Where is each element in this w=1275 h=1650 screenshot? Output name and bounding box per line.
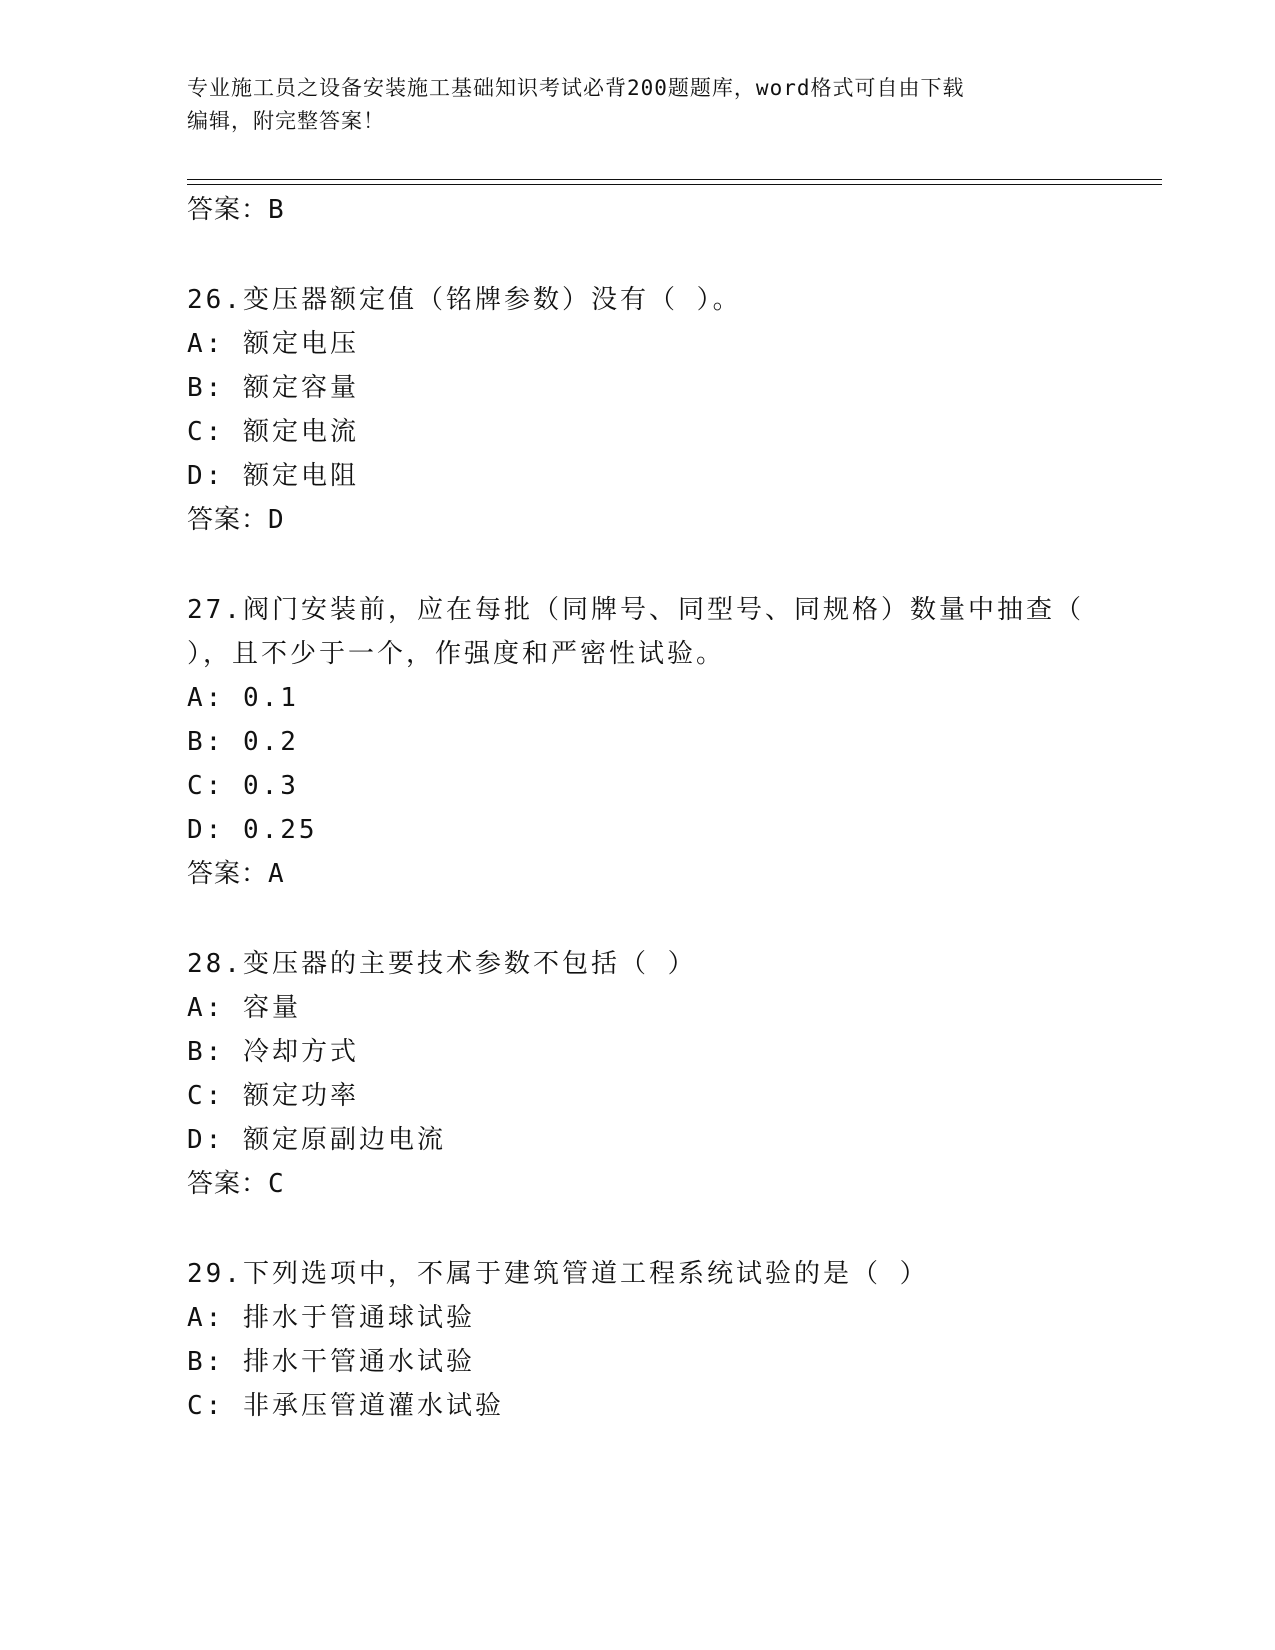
question-27-line-1: 27.阀门安装前，应在每批（同牌号、同型号、同规格）数量中抽查（ (187, 595, 1084, 625)
question-29: 29.下列选项中，不属于建筑管道工程系统试验的是（ ） (187, 1259, 929, 1289)
q26-option-c: C: 额定电流 (187, 417, 359, 447)
answer-28: 答案：C (187, 1169, 285, 1199)
answer-26: 答案：D (187, 505, 285, 535)
q27-option-a: A: 0.1 (187, 683, 299, 713)
q27-option-b: B: 0.2 (187, 727, 299, 757)
q28-option-b: B: 冷却方式 (187, 1037, 359, 1067)
q28-option-c: C: 额定功率 (187, 1081, 359, 1111)
q28-option-d: D: 额定原副边电流 (187, 1125, 446, 1155)
question-26: 26.变压器额定值（铭牌参数）没有（ ）。 (187, 285, 742, 315)
q29-option-a: A: 排水于管通球试验 (187, 1303, 475, 1333)
q26-option-d: D: 额定电阻 (187, 461, 359, 491)
answer-27: 答案：A (187, 859, 285, 889)
header-line-1: 专业施工员之设备安装施工基础知识考试必背200题题库，word格式可自由下载 (187, 76, 965, 100)
q27-option-c: C: 0.3 (187, 771, 299, 801)
q27-option-d: D: 0.25 (187, 815, 318, 845)
q28-option-a: A: 容量 (187, 993, 301, 1023)
q26-option-b: B: 额定容量 (187, 373, 359, 403)
q29-option-c: C: 非承压管道灌水试验 (187, 1391, 504, 1421)
answer-25: 答案：B (187, 195, 285, 225)
document-header (187, 72, 1087, 138)
q26-option-a: A: 额定电压 (187, 329, 359, 359)
header-line-2: 编辑，附完整答案！ (187, 109, 385, 133)
question-27-line-2: ），且不少于一个，作强度和严密性试验。 (187, 639, 726, 669)
q29-option-b: B: 排水干管通水试验 (187, 1347, 475, 1377)
question-28: 28.变压器的主要技术参数不包括（ ） (187, 949, 697, 979)
header-rule-top (187, 179, 1162, 180)
header-rule-bottom (187, 184, 1162, 185)
